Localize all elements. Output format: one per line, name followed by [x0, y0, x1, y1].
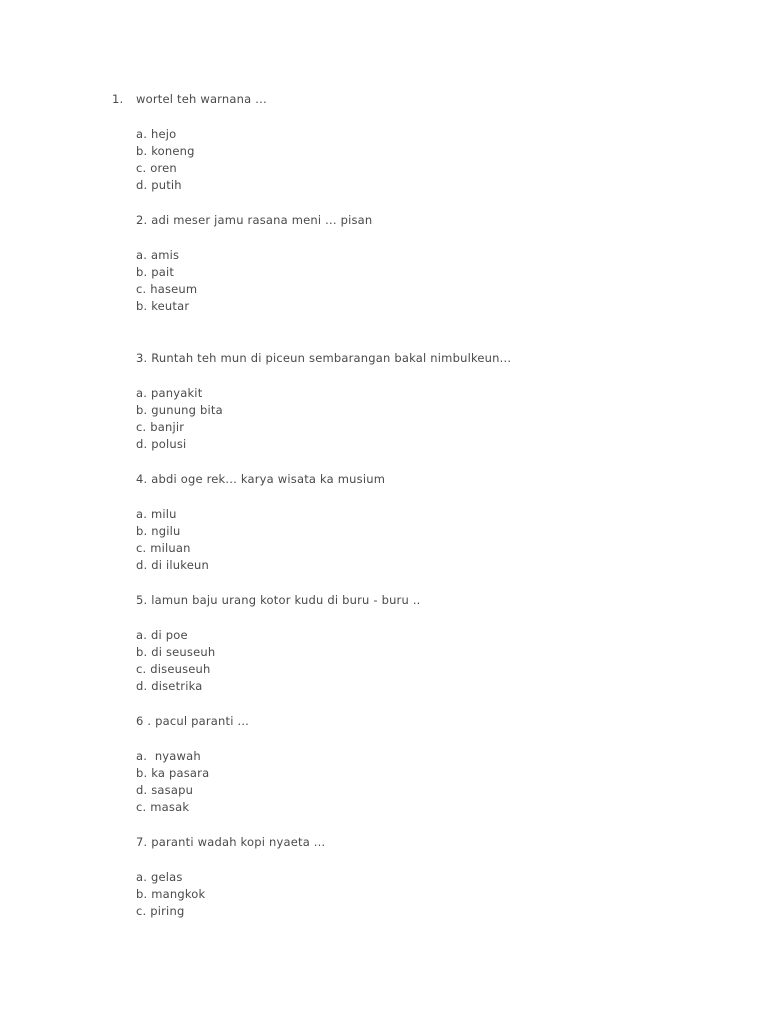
question-7-option-c: c. piring: [136, 904, 185, 918]
question-5-text: 5. lamun baju urang kotor kudu di buru - buru ..: [136, 593, 421, 607]
question-6-option-1: a. nyawah: [136, 749, 201, 763]
question-1-text: wortel teh warnana ...: [136, 92, 267, 106]
question-1-number: 1.: [112, 92, 124, 106]
question-2-option-2: b. pait: [136, 265, 175, 279]
question-5-option-b: b. di seuseuh: [136, 645, 216, 659]
question-6-option-3: d. sasapu: [136, 783, 194, 797]
question-2-option-4: b. keutar: [136, 299, 190, 313]
question-3-text: 3. Runtah teh mun di piceun sembarangan bakal nimbulkeun...: [136, 351, 512, 365]
question-4-option-a: a. milu: [136, 507, 177, 521]
question-1-option-c: c. oren: [136, 161, 177, 175]
question-1-option-a: a. hejo: [136, 127, 177, 141]
question-2-option-1: a. amis: [136, 248, 180, 262]
question-1-option-b: b. koneng: [136, 144, 195, 158]
question-7-text: 7. paranti wadah kopi nyaeta ...: [136, 835, 326, 849]
question-5-option-d: d. disetrika: [136, 679, 203, 693]
question-4-text: 4. abdi oge rek... karya wisata ka musium: [136, 472, 386, 486]
question-7-option-a: a. gelas: [136, 870, 183, 884]
question-3-option-d: d. polusi: [136, 437, 187, 451]
question-6-option-4: c. masak: [136, 800, 190, 814]
question-2-option-3: c. haseum: [136, 282, 198, 296]
question-6-option-2: b. ka pasara: [136, 766, 210, 780]
question-6-text: 6 . pacul paranti ...: [136, 714, 250, 728]
question-2-text: 2. adi meser jamu rasana meni ... pisan: [136, 213, 373, 227]
question-3-option-a: a. panyakit: [136, 386, 203, 400]
question-5-option-a: a. di poe: [136, 628, 188, 642]
question-4-option-d: d. di ilukeun: [136, 558, 209, 572]
question-3-option-c: c. banjir: [136, 420, 185, 434]
question-5-option-c: c. diseuseuh: [136, 662, 211, 676]
question-4-option-b: b. ngilu: [136, 524, 181, 538]
question-7-option-b: b. mangkok: [136, 887, 206, 901]
question-1-option-d: d. putih: [136, 178, 182, 192]
question-3-option-b: b. gunung bita: [136, 403, 223, 417]
question-4-option-c: c. miluan: [136, 541, 191, 555]
